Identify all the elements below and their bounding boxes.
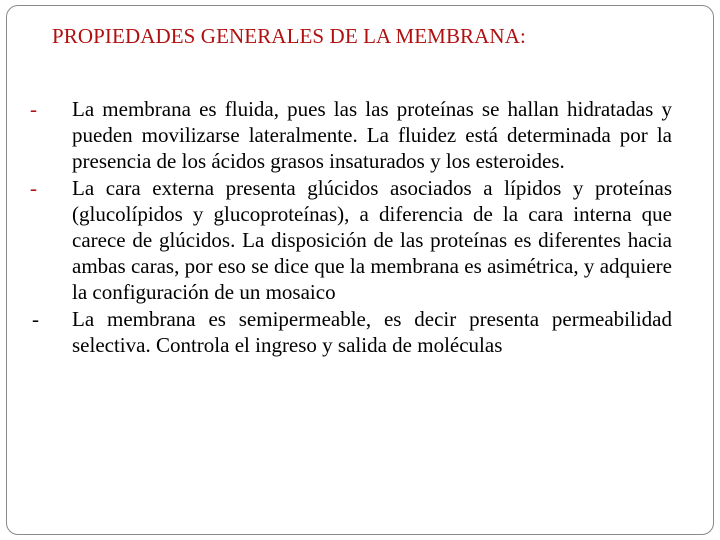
- slide-title: PROPIEDADES GENERALES DE LA MEMBRANA:: [52, 24, 526, 48]
- list-item-text: La membrana es semipermeable, es decir presenta permeabilidad selectiva. Controla el ingreso y salida de moléculas: [72, 306, 672, 357]
- bullet-list: [30, 96, 672, 358]
- list-item: [30, 306, 672, 358]
- list-item: [30, 96, 672, 175]
- list-item-text: La membrana es fluida, pues las las proteínas se hallan hidratadas y pueden movilizarse lateralmente. La fluidez está determinada por la presencia de los ácidos grasos insaturados y los esteroides.: [72, 97, 672, 174]
- list-item-text: La cara externa presenta glúcidos asociados a lípidos y proteínas (glucolípidos y glucoproteínas), a diferencia de la cara interna que carece de glúcidos. La disposición de las proteínas es diferentes hacia ambas caras, por eso se dice que la membrana es asimétrica, y adquiere la configuración de un mosaico: [72, 175, 672, 305]
- list-item: [30, 175, 672, 306]
- bullet-marker: -: [30, 175, 37, 200]
- bullet-marker: -: [30, 97, 37, 121]
- bullet-marker: -: [32, 306, 39, 331]
